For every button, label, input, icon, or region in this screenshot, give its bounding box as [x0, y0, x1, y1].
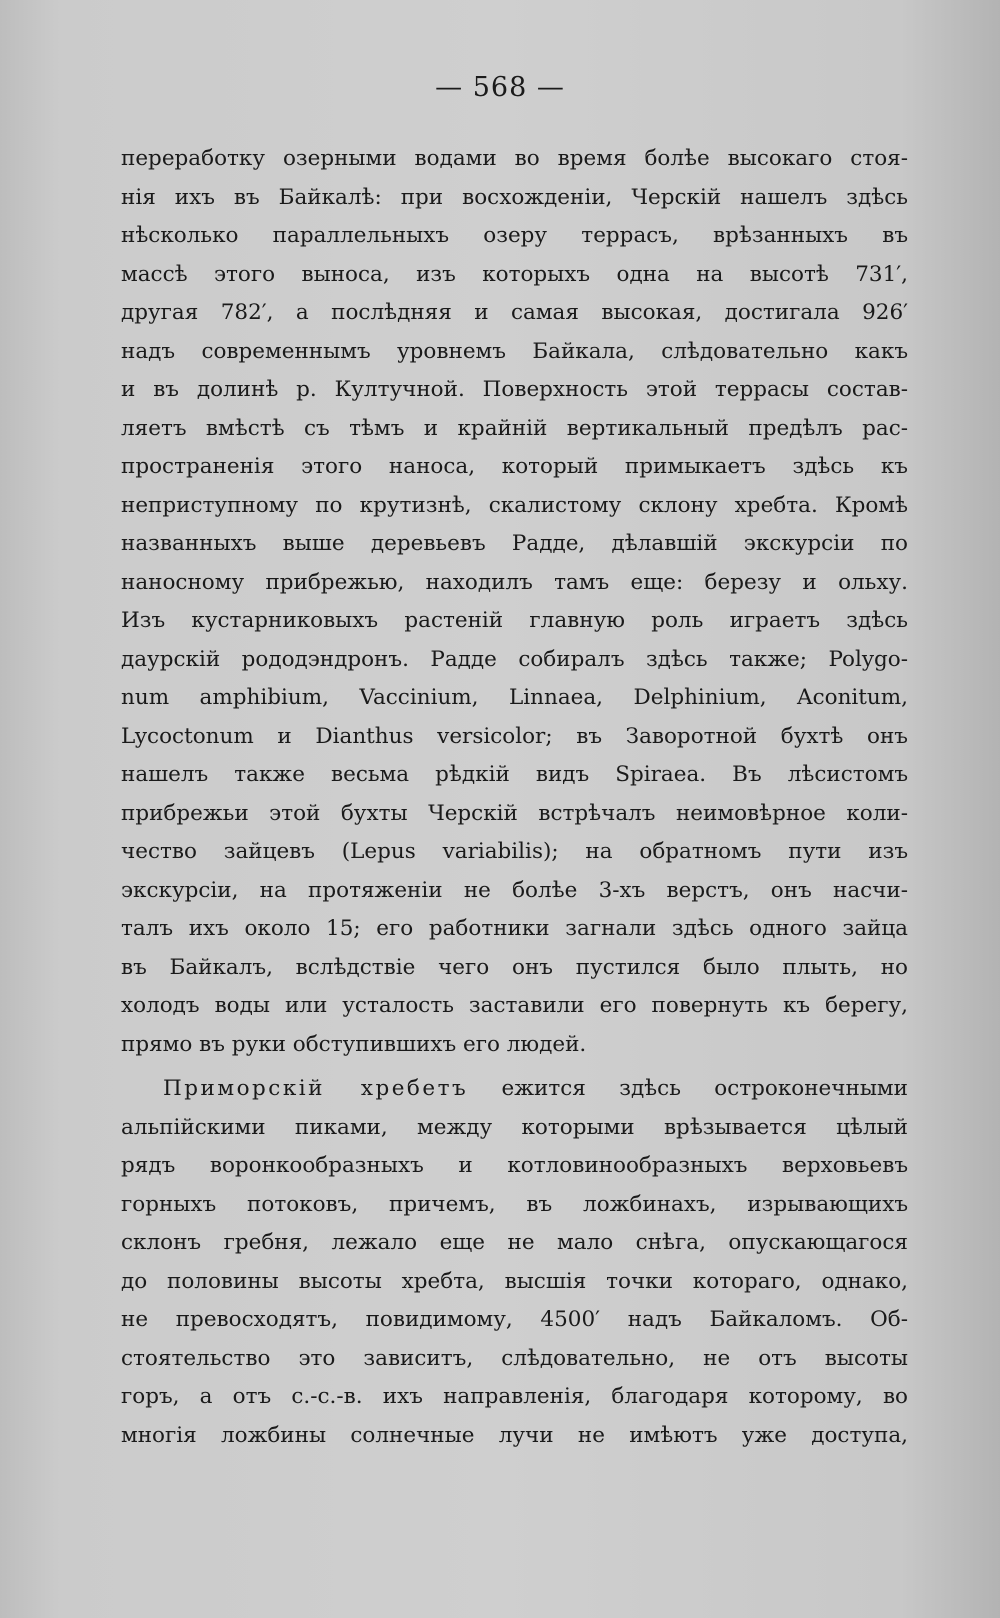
text-line: Изъ кустарниковыхъ растеній главную роль играетъ здѣсь [121, 608, 908, 633]
text-line: num amphibium, Vaccinium, Linnaea, Delphinium, Aconitum, [121, 685, 908, 710]
text-line: нѣсколько параллельныхъ озеру террасъ, врѣзанныхъ въ [121, 223, 908, 248]
text-line: склонъ гребня, лежало еще не мало снѣга, опускающагося [121, 1230, 908, 1255]
text-line: горъ, а отъ с.-с.-в. ихъ направленія, благодаря которому, во [121, 1384, 908, 1409]
text-line: и въ долинѣ р. Култучной. Поверхность этой террасы состав- [121, 377, 908, 402]
text-line: даурскій рододэндронъ. Радде собиралъ здѣсь также; Polygo- [121, 646, 908, 672]
text-line-first [121, 1070, 908, 1109]
text-line: названныхъ выше деревьевъ Радде, дѣлавшій экскурсіи по [121, 531, 908, 556]
text-line: талъ ихъ около 15; его работники загнали здѣсь одного зайца [121, 916, 908, 941]
text-line: другая 782′, а послѣдняя и самая высокая, достигала 926′ [121, 300, 908, 325]
text-line: надъ современнымъ уровнемъ Байкала, слѣдовательно какъ [121, 338, 908, 364]
spaced-heading: Приморскій хребетъ [163, 1076, 469, 1101]
text-line: до половины высоты хребта, высшія точки котораго, однако, [121, 1268, 908, 1294]
text-line: прибрежьи этой бухты Черскій встрѣчалъ неимовѣрное коли- [121, 800, 908, 826]
text-line-rest: ежится здѣсь остроконечными [468, 1076, 908, 1101]
text-line: ляетъ вмѣстѣ съ тѣмъ и крайній вертикальный предѣлъ рас- [121, 415, 908, 441]
text-line: нашелъ также весьма рѣдкій видъ Spiraea. Въ лѣсистомъ [121, 762, 908, 787]
text-line: въ Байкалъ, вслѣдствіе чего онъ пустился было плыть, но [121, 954, 908, 980]
text-line: холодъ воды или усталость заставили его повернуть къ берегу, [121, 993, 908, 1018]
text-line: горныхъ потоковъ, причемъ, въ ложбинахъ, изрывающихъ [121, 1191, 908, 1217]
text-line: наносному прибрежью, находилъ тамъ еще: березу и ольху. [121, 569, 908, 595]
text-line: прямо въ руки обступившихъ его людей. [121, 1031, 587, 1057]
text-line: нія ихъ въ Байкалѣ: при восхожденіи, Черскій нашелъ здѣсь [121, 184, 908, 210]
text-line: пространенія этого наноса, который примыкаетъ здѣсь къ [121, 454, 908, 479]
text-line: экскурсіи, на протяженіи не болѣе 3-хъ верстъ, онъ насчи- [121, 877, 908, 903]
paragraph-2 [121, 1070, 908, 1455]
body-text [121, 140, 908, 1455]
text-line: многія ложбины солнечные лучи не имѣютъ уже доступа, [121, 1422, 908, 1448]
text-line: стоятельство это зависитъ, слѣдовательно, не отъ высоты [121, 1345, 908, 1371]
text-line: альпійскими пиками, между которыми врѣзывается цѣлый [121, 1114, 908, 1140]
text-line: рядъ воронкообразныхъ и котловинообразныхъ верховьевъ [121, 1153, 908, 1178]
text-line: не превосходятъ, повидимому, 4500′ надъ Байкаломъ. Об- [121, 1307, 908, 1332]
page-number: — 568 — [435, 72, 565, 103]
text-line: переработку озерными водами во время болѣе высокаго стоя- [121, 146, 908, 171]
text-line: массѣ этого выноса, изъ которыхъ одна на высотѣ 731′, [121, 261, 908, 287]
text-line: чество зайцевъ (Lepus variabilis); на обратномъ пути изъ [121, 839, 908, 864]
paragraph-1 [121, 140, 908, 1064]
text-line: Lycoctonum и Dianthus versicolor; въ Заворотной бухтѣ онъ [121, 723, 908, 749]
text-line: неприступному по крутизнѣ, скалистому склону хребта. Кромѣ [121, 492, 908, 518]
